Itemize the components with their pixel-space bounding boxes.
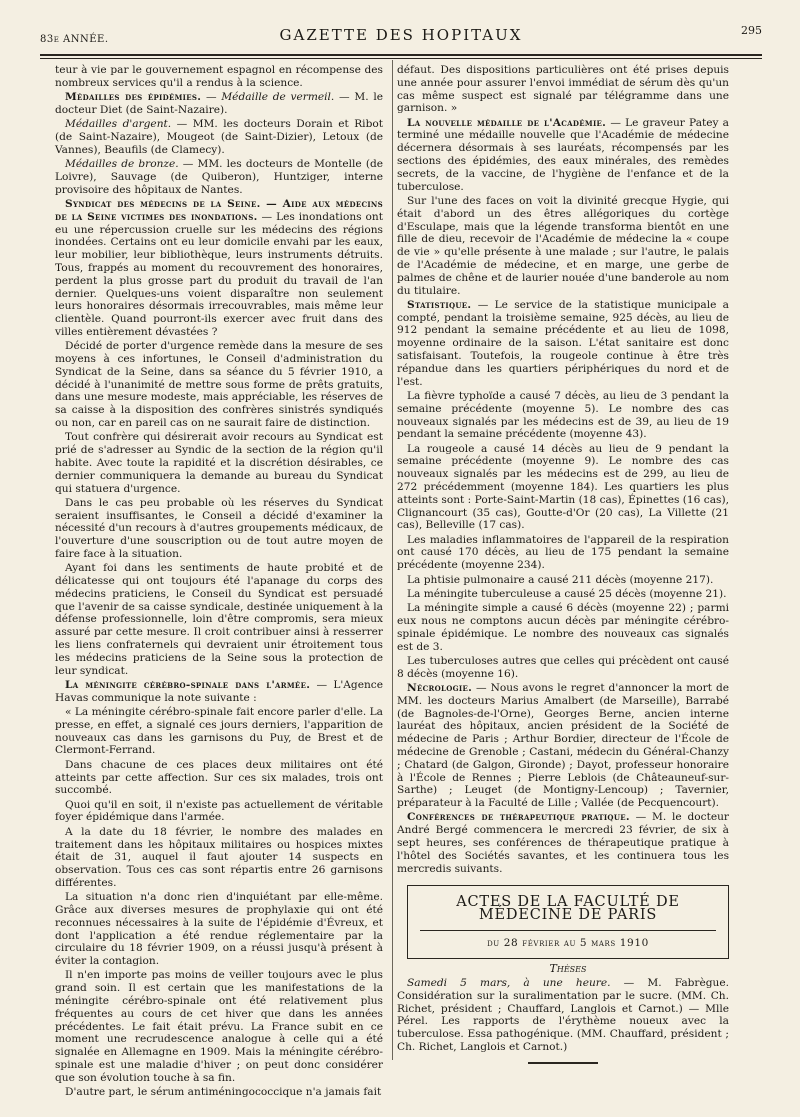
article-text: La fièvre typhoïde a causé 7 décès, au lieu de 3 pendant la semaine précédente (moyenne 5). Le nombre des cas nouveaux signalés par les médecins est de 39, au lieu de 19 pendant la semaine précédente (moyenne 43). [397,389,729,441]
end-rule [528,1062,598,1064]
article-text: — L'Agence Havas communique la note suivante : [55,678,383,704]
article-text: Ayant foi dans les sentiments de haute probité et de délicatesse qui ont toujours été l'apanage du corps des médecins praticiens, le Conseil du Syndicat est persuadé que l'avenir de sa caisse syndicale, destinée uniquement à la défense professionnelle, loin d'être compromis, sera mieux assuré par cette mesure. Il croit contribuer ainsi à resserrer les liens confraternels qui devraient unir étroitement tous les médecins praticiens de la Seine sous la protection de leur syndicat. [55,562,383,677]
article-text: D'autre part, le sérum antiméningococcique n'a jamais fait [65,1086,382,1099]
article-paragraph [55,969,383,1084]
article-text: — MM. les docteurs Dorain et Ribot (de Saint-Nazaire), Mougeot (de Saint-Dizier), Letoux (de Vannes), Beaufils (de Clamecy). [55,118,383,156]
article-text: défaut. Des dispositions particulières ont été prises depuis une année pour assurer l'envoi immédiat de sérum dès qu'un cas même suspect est signalé par télégramme dans une garnison. » [397,64,729,115]
faculty-acts-dates: du 28 février au 5 mars 1910 [487,937,649,949]
article-text: La méningite simple a causé 6 décès (moyenne 22) ; parmi eux nous ne comptons aucun décès par méningite cérébro-spinale épidémique. Le nombre des nouveaux cas signalés est de 3. [397,602,729,653]
article-text: Dans chacune de ces places deux militaires ont été atteints par cette affection. Sur ces six malades, trois ont succombé. [55,758,383,797]
article-paragraph [55,562,383,677]
left-column [55,64,383,1100]
article-text: — Les inondations ont eu une répercussion cruelle sur les médecins des régions inondées. Certains ont eu leur domicile envahi par les eaux, leur mobilier, leur bibliothèque, leurs instruments détruits. Tous, frappés au moment du recouvrement des honoraires, perdent la plus grosse part du produit du travail de l'an dernier. Quelques-uns voient disparaître non seulement leurs honoraires désormais irrecouvrables, mais même leur clientèle. Quand pourront-ils exercer avec fruit dans des villes entièrement dévastées ? [55,210,383,338]
article-rubric: Médailles des épidémies. [65,91,202,104]
journal-title: GAZETTE DES HOPITAUX [279,26,523,44]
article-text: M. le docteur Diet (de Saint-Nazaire). [55,91,383,116]
article-text: Sur l'une des faces on voit la divinité grecque Hygie, qui était d'abord un des êtres allégoriques du cortège d'Esculape, mais que la légende transforma bientôt en une fille de dieu, recevoir de l'Académie de médecine la « coupe de vie » qu'elle présente à une malade ; sur l'autre, le palais de l'Académie de médecine, et en marge, une gerbe de palmes de chêne et de laurier nouée d'une banderole au nom du titulaire. [397,194,729,297]
article-paragraph [55,158,383,196]
article-paragraph [397,682,729,810]
article-paragraph [397,574,729,587]
article-paragraph [397,390,729,441]
article-rubric: La méningite cérébro-spinale dans l'armée. [65,678,311,691]
article-paragraph [397,602,729,653]
box-rule [420,930,716,931]
article-paragraph [55,759,383,797]
theses-body: — M. Fabrègue. Considération sur la suralimentation par le sucre. (MM. Ch. Richet, président ; Chauffard, Langlois et Carnot.) — Mlle Pérel. Les rapports de l'érythème noueux avec la tuberculose. Essa pathogénique. (MM. Chauffard, président ; Ch. Richet, Langlois et Carnot.) [397,977,730,1054]
theses-date: Samedi 5 mars, à une heure. [407,977,611,990]
article-paragraph [397,195,729,297]
article-paragraph [55,891,383,968]
article-paragraph [55,799,383,825]
article-text: — Le service de la statistique municipale a compté, pendant la troisième semaine, 925 décès, au lieu de 912 pendant la semaine précédente et au lieu de 1098, moyenne ordinaire de la saison. L'état sanitaire est donc satisfaisant. Toutefois, la rougeole continue à être très répandue dans les quartiers périphériques du nord et de l'est. [397,298,729,388]
article-rubric: Nécrologie. [407,681,473,694]
article-paragraph [55,91,383,117]
article-paragraph [55,706,383,757]
article-paragraph [397,117,729,194]
article-paragraph [55,1086,383,1099]
article-text: Les maladies inflammatoires de l'appareil de la respiration ont causé 170 décès, au lieu de 175 pendant la semaine précédente (moyenne 234). [397,533,729,572]
article-text: Il n'en importe pas moins de veiller toujours avec le plus grand soin. Il est certain que les manifestations de la méningite cérébro-spinale ont été relativement plus fréquentes au cours de cet hiver que dans les années précédentes. Le fait était prévu. La France subit en ce moment une recrudescence analogue à celle qui a été signalée en Allemagne en 1909. Mais la méningite cérébro-spinale est une maladie d'hiver ; on peut donc considérer que son évolution touche à sa fin. [55,969,383,1084]
article-text: — Nous avons le regret d'annoncer la mort de MM. les docteurs Marius Amalbert (de Marseille), Barrabé (de Bagnoles-de-l'Orne), Georges Berne, ancien interne lauréat des hôpitaux, ancien président de la Société de médecine de Paris ; Arthur Bordier, directeur de l'École de médecine de Grenoble ; Castani, médecin du Général-Chanzy ; Chatard (de Galgon, Gironde) ; Dayot, professeur honoraire à l'École de Rennes ; Pierre Leblois (de Châteauneuf-sur-Sarthe) ; Leuget (de Montigny-Lencoup) ; Tavernier, préparateur à la Faculté de Lille ; Vallée (de Pecquencourt). [397,681,729,810]
right-column-articles [397,64,729,875]
article-text: — M. le docteur André Bergé commencera le mercredi 23 février, de six à sept heures, ses conférences de thérapeutique pratique à l'hôtel des Sociétés savantes, et les continuera tous les mercredis suivants. [397,811,729,875]
article-italic: Médailles de bronze. [65,158,179,171]
article-paragraph [397,588,729,601]
article-paragraph [55,198,383,339]
article-text: teur à vie par le gouvernement espagnol en récompense des nombreux services qu'il a rendus à la science. [55,64,383,89]
page-number: 295 [741,24,762,37]
article-text: Dans le cas peu probable où les réserves du Syndicat seraient insuffisantes, le Conseil a décidé d'examiner la nécessité d'un recours à d'autres groupements médicaux, de l'ouverture d'une souscription ou de tout autre moyen de faire face à la situation. [55,496,383,560]
article-rubric: Statistique. [407,298,472,311]
article-rubric: Syndicat des médecins de la Seine. — Aide aux médecins de la Seine victimes des inondations. [55,197,383,223]
article-italic: Médailles d'argent. [65,118,172,131]
article-paragraph [55,679,383,705]
article-italic: — Médaille de vermeil. — [206,91,350,104]
article-text: La méningite tuberculeuse a causé 25 décès (moyenne 21). [407,587,727,600]
article-paragraph [397,299,729,389]
article-paragraph [55,826,383,890]
article-rubric: Conférences de thérapeutique pratique. [407,811,630,824]
header-rule-thin [40,58,762,59]
article-text: — MM. les docteurs de Montelle (de Loivre), Sauvage (de Quiberon), Huntziger, interne provisoire des hôpitaux de Nantes. [55,158,383,196]
article-text: La phtisie pulmonaire a causé 211 décès (moyenne 217). [407,573,714,586]
article-paragraph [55,340,383,430]
header-rule [40,54,762,56]
faculty-acts-box [407,885,729,958]
article-paragraph [397,443,729,533]
article-text: Les tuberculoses autres que celles qui précèdent ont causé 8 décès (moyenne 16). [397,654,729,680]
page-header [40,20,762,52]
article-paragraph [397,64,729,115]
article-text: — Le graveur Patey a terminé une médaille nouvelle que l'Académie de médecine décernera désormais à ses lauréats, récompensés par les sections des épidémies, des eaux minérales, des remèdes secrets, de la vaccine, de l'hygiène de l'enfance et de la tuberculose. [397,116,729,193]
article-text: La situation n'a donc rien d'inquiétant par elle-même. Grâce aux diverses mesures de prophylaxie qui ont été reconnues nécessaires à la suite de l'épidémie d'Évreux, et dont l'application a été rendue réglementaire par la circulaire du 18 février 1909, on a réussi jusqu'à présent à éviter la contagion. [55,891,383,968]
article-paragraph [397,655,729,681]
article-text: Décidé de porter d'urgence remède dans la mesure de ses moyens à ces infortunes, le Conseil d'administration du Syndicat de la Seine, dans sa séance du 5 février 1910, a décidé à l'unanimité de mettre sous forme de prêts gratuits, dans une mesure modeste, mais appréciable, les réserves de sa caisse à la disposition des confrères sinistrés syndiqués ou non, car en pareil cas on ne saurait faire de distinction. [55,340,383,430]
column-separator [392,60,393,1060]
article-rubric: La nouvelle médaille de l'Académie. [407,116,607,129]
right-column [397,64,729,1064]
article-text: Quoi qu'il en soit, il n'existe pas actuellement de véritable foyer épidémique dans l'armée. [55,798,383,824]
article-text: La rougeole a causé 14 décès au lieu de 9 pendant la semaine précédente (moyenne 9). Le nombre des cas nouveaux signalés par les médecins est de 299, au lieu de 272 précédemment (moyenne 184). Les quartiers les plus atteints sont : Porte-Saint-Martin (18 cas), Épinettes (16 cas), Clignancourt (35 cas), Goutte-d'Or (20 cas), La Villette (21 cas), Belleville (17 cas). [397,442,729,532]
theses-text [397,977,729,1054]
article-paragraph [397,811,729,875]
article-paragraph [55,431,383,495]
article-paragraph [55,118,383,156]
article-paragraph [55,497,383,561]
article-text: A la date du 18 février, le nombre des malades en traitement dans les hôpitaux militaires ou hospices mixtes était de 31, auquel il faut ajouter 14 suspects en observation. Tous ces cas sont répartis entre 26 garnisons différentes. [55,825,383,889]
theses-heading: Thèses [549,961,587,975]
faculty-acts-title: ACTES DE LA FACULTÉ DE MÉDECINE DE PARIS [456,894,680,924]
article-text: Tout confrère qui désirerait avoir recours au Syndicat est prié de s'adresser au Syndic de la section de la région qu'il habite. Avec toute la rapidité et la discrétion désirables, ce dernier communiquera la demande au bureau du Syndicat qui statuera d'urgence. [55,431,383,495]
year-label: 83e ANNÉE. [40,34,109,45]
article-paragraph [55,64,383,90]
article-text: « La méningite cérébro-spinale fait encore parler d'elle. La presse, en effet, a signalé ces jours derniers, l'apparition de nouveaux cas dans les garnisons du Puy, de Brest et de Clermont-Ferrand. [55,706,383,757]
article-paragraph [397,534,729,572]
